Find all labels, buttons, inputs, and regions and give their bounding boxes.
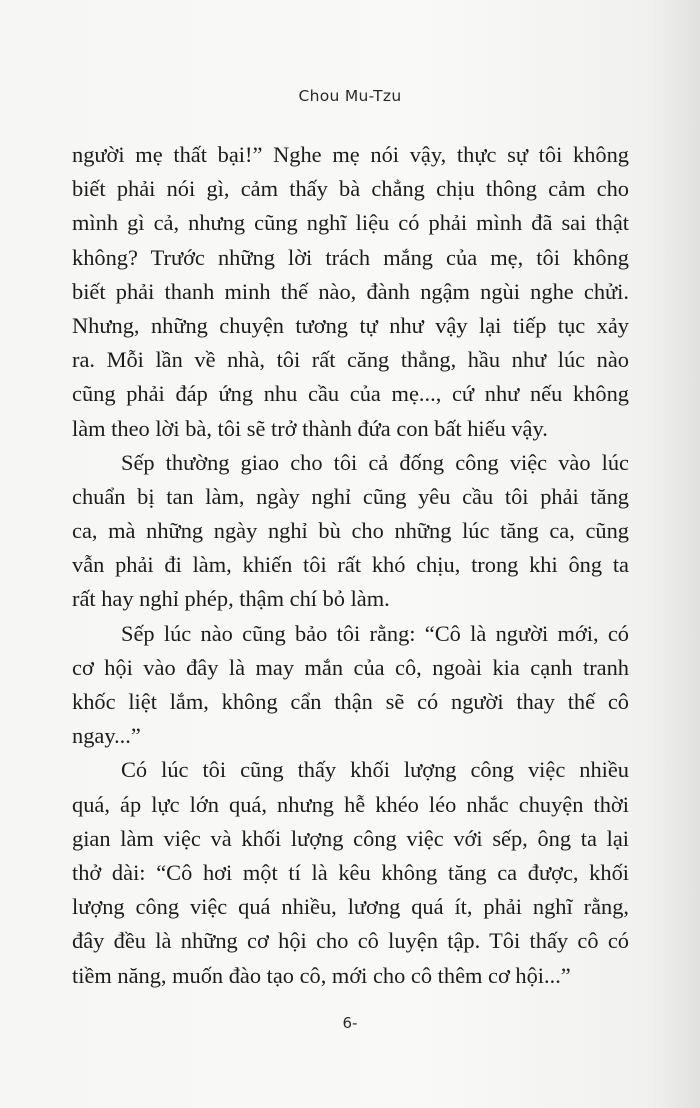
body-text xyxy=(72,138,629,993)
text-line: tiềm năng, muốn đào tạo cô, mới cho cô thêm cơ hội...” xyxy=(72,962,571,988)
text-line: biết phải nói gì, cảm thấy bà chẳng chịu thông cảm cho xyxy=(72,176,629,202)
text-line: làm theo lời bà, tôi sẽ trở thành đứa con bất hiếu vậy. xyxy=(72,415,548,441)
text-line: rất hay nghỉ phép, thậm chí bỏ làm. xyxy=(72,586,390,612)
text-line: lượng công việc quá nhiều, lương quá ít, phải nghĩ rằng, xyxy=(72,894,629,920)
text-line: đây đều là những cơ hội cho cô luyện tập. Tôi thấy cô có xyxy=(72,928,629,954)
text-line: quá, áp lực lớn quá, nhưng hễ khéo léo nhắc chuyện thời xyxy=(72,791,629,817)
page-edge-shadow xyxy=(650,0,700,1108)
text-line: mình gì cả, nhưng cũng nghĩ liệu có phải mình đã sai thật xyxy=(72,210,629,236)
running-head-author: Chou Mu-Tzu xyxy=(298,87,402,105)
text-line: biết phải thanh minh thế nào, đành ngậm ngùi nghe chửi. xyxy=(72,278,629,304)
text-line: Nhưng, những chuyện tương tự như vậy lại tiếp tục xảy xyxy=(72,312,629,338)
text-line: ngay...” xyxy=(72,723,141,749)
text-line: ca, mà những ngày nghỉ bù cho những lúc tăng ca, cũng xyxy=(72,518,629,544)
text-line: thở dài: “Cô hơi một tí là kêu không tăng ca được, khối xyxy=(72,859,629,885)
text-line: Sếp lúc nào cũng bảo tôi rằng: “Cô là người mới, có xyxy=(121,620,629,646)
text-line: Có lúc tôi cũng thấy khối lượng công việc nhiều xyxy=(121,757,629,783)
text-line: vẫn phải đi làm, khiến tôi rất khó chịu, trong khi ông ta xyxy=(72,552,629,578)
text-line: không? Trước những lời trách mắng của mẹ, tôi không xyxy=(72,244,629,270)
text-line: cơ hội vào đây là may mắn của cô, ngoài kia cạnh tranh xyxy=(72,654,629,680)
text-line: gian làm việc và khối lượng công việc với sếp, ông ta lại xyxy=(72,825,629,851)
text-line: ra. Mỗi lần về nhà, tôi rất căng thẳng, hầu như lúc nào xyxy=(72,347,629,373)
text-line: người mẹ thất bại!” Nghe mẹ nói vậy, thực sự tôi không xyxy=(72,142,629,167)
text-line: Sếp thường giao cho tôi cả đống công việc vào lúc xyxy=(121,449,629,475)
page-number: 6- xyxy=(342,1014,358,1032)
text-line: cũng phải đáp ứng nhu cầu của mẹ..., cứ như nếu không xyxy=(72,381,629,407)
text-line: khốc liệt lắm, không cẩn thận sẽ có người thay thế cô xyxy=(72,689,629,714)
text-line: chuẩn bị tan làm, ngày nghỉ cũng yêu cầu tôi phải tăng xyxy=(72,483,629,509)
